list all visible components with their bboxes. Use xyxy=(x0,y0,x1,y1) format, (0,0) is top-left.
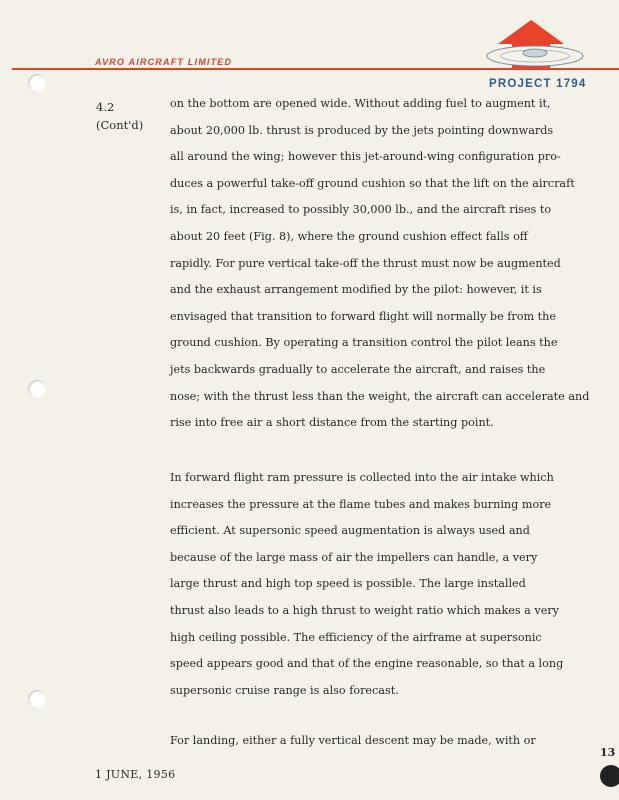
punch-hole-top xyxy=(28,74,46,92)
text-line: about 20 feet (Fig. 8), where the ground cushion effect falls off xyxy=(170,229,528,243)
project-logo xyxy=(484,18,594,76)
footer-date: 1 JUNE, 1956 xyxy=(95,768,176,781)
text-line: ground cushion. By operating a transition control the pilot leans the xyxy=(170,336,558,350)
text-line: increases the pressure at the flame tubes and makes burning more xyxy=(170,497,552,511)
company-name: AVRO AIRCRAFT LIMITED xyxy=(95,57,233,67)
section-number-block xyxy=(96,98,143,134)
text-line: duces a powerful take-off ground cushion so that the lift on the aircraft xyxy=(170,176,575,190)
section-continued: (Cont'd) xyxy=(96,118,144,132)
paragraph-2 xyxy=(170,465,590,704)
text-line: high ceiling possible. The efficiency of the airframe at supersonic xyxy=(170,630,542,644)
paragraph-1 xyxy=(170,91,590,437)
text-line: rise into free air a short distance from the starting point. xyxy=(170,416,494,430)
text-line: rapidly. For pure vertical take-off the thrust must now be augmented xyxy=(170,256,561,270)
section-number: 4.2 xyxy=(96,100,115,114)
text-line: speed appears good and that of the engine reasonable, so that a long xyxy=(170,657,564,671)
text-line: about 20,000 lb. thrust is produced by the jets pointing downwards xyxy=(170,123,554,137)
text-line: large thrust and high top speed is possible. The large installed xyxy=(170,577,526,591)
text-line: For landing, either a fully vertical descent may be made, with or xyxy=(170,734,536,747)
page-number: 13 xyxy=(600,746,616,759)
corner-dot xyxy=(600,765,619,787)
text-line: because of the large mass of air the impellers can handle, a very xyxy=(170,550,538,564)
text-line: efficient. At supersonic speed augmentation is always used and xyxy=(170,524,530,538)
text-line: nose; with the thrust less than the weight, the aircraft can accelerate and xyxy=(170,389,590,403)
text-line: supersonic cruise range is also forecast. xyxy=(170,683,399,697)
punch-hole-bottom xyxy=(28,690,46,708)
text-line: jets backwards gradually to accelerate the aircraft, and raises the xyxy=(170,362,546,376)
paragraph-3 xyxy=(170,728,590,755)
text-line: and the exhaust arrangement modified by the pilot: however, it is xyxy=(170,283,542,297)
text-line: is, in fact, increased to possibly 30,000 lb., and the aircraft rises to xyxy=(170,203,552,217)
text-line: on the bottom are opened wide. Without adding fuel to augment it, xyxy=(170,97,551,110)
punch-hole-middle xyxy=(28,380,46,398)
project-label: PROJECT 1794 xyxy=(489,78,587,90)
text-line: thrust also leads to a high thrust to weight ratio which makes a very xyxy=(170,603,559,617)
text-line: In forward flight ram pressure is collected into the air intake which xyxy=(170,471,554,484)
text-line: all around the wing; however this jet-around-wing configuration pro- xyxy=(170,150,561,164)
text-line: envisaged that transition to forward flight will normally be from the xyxy=(170,309,556,323)
